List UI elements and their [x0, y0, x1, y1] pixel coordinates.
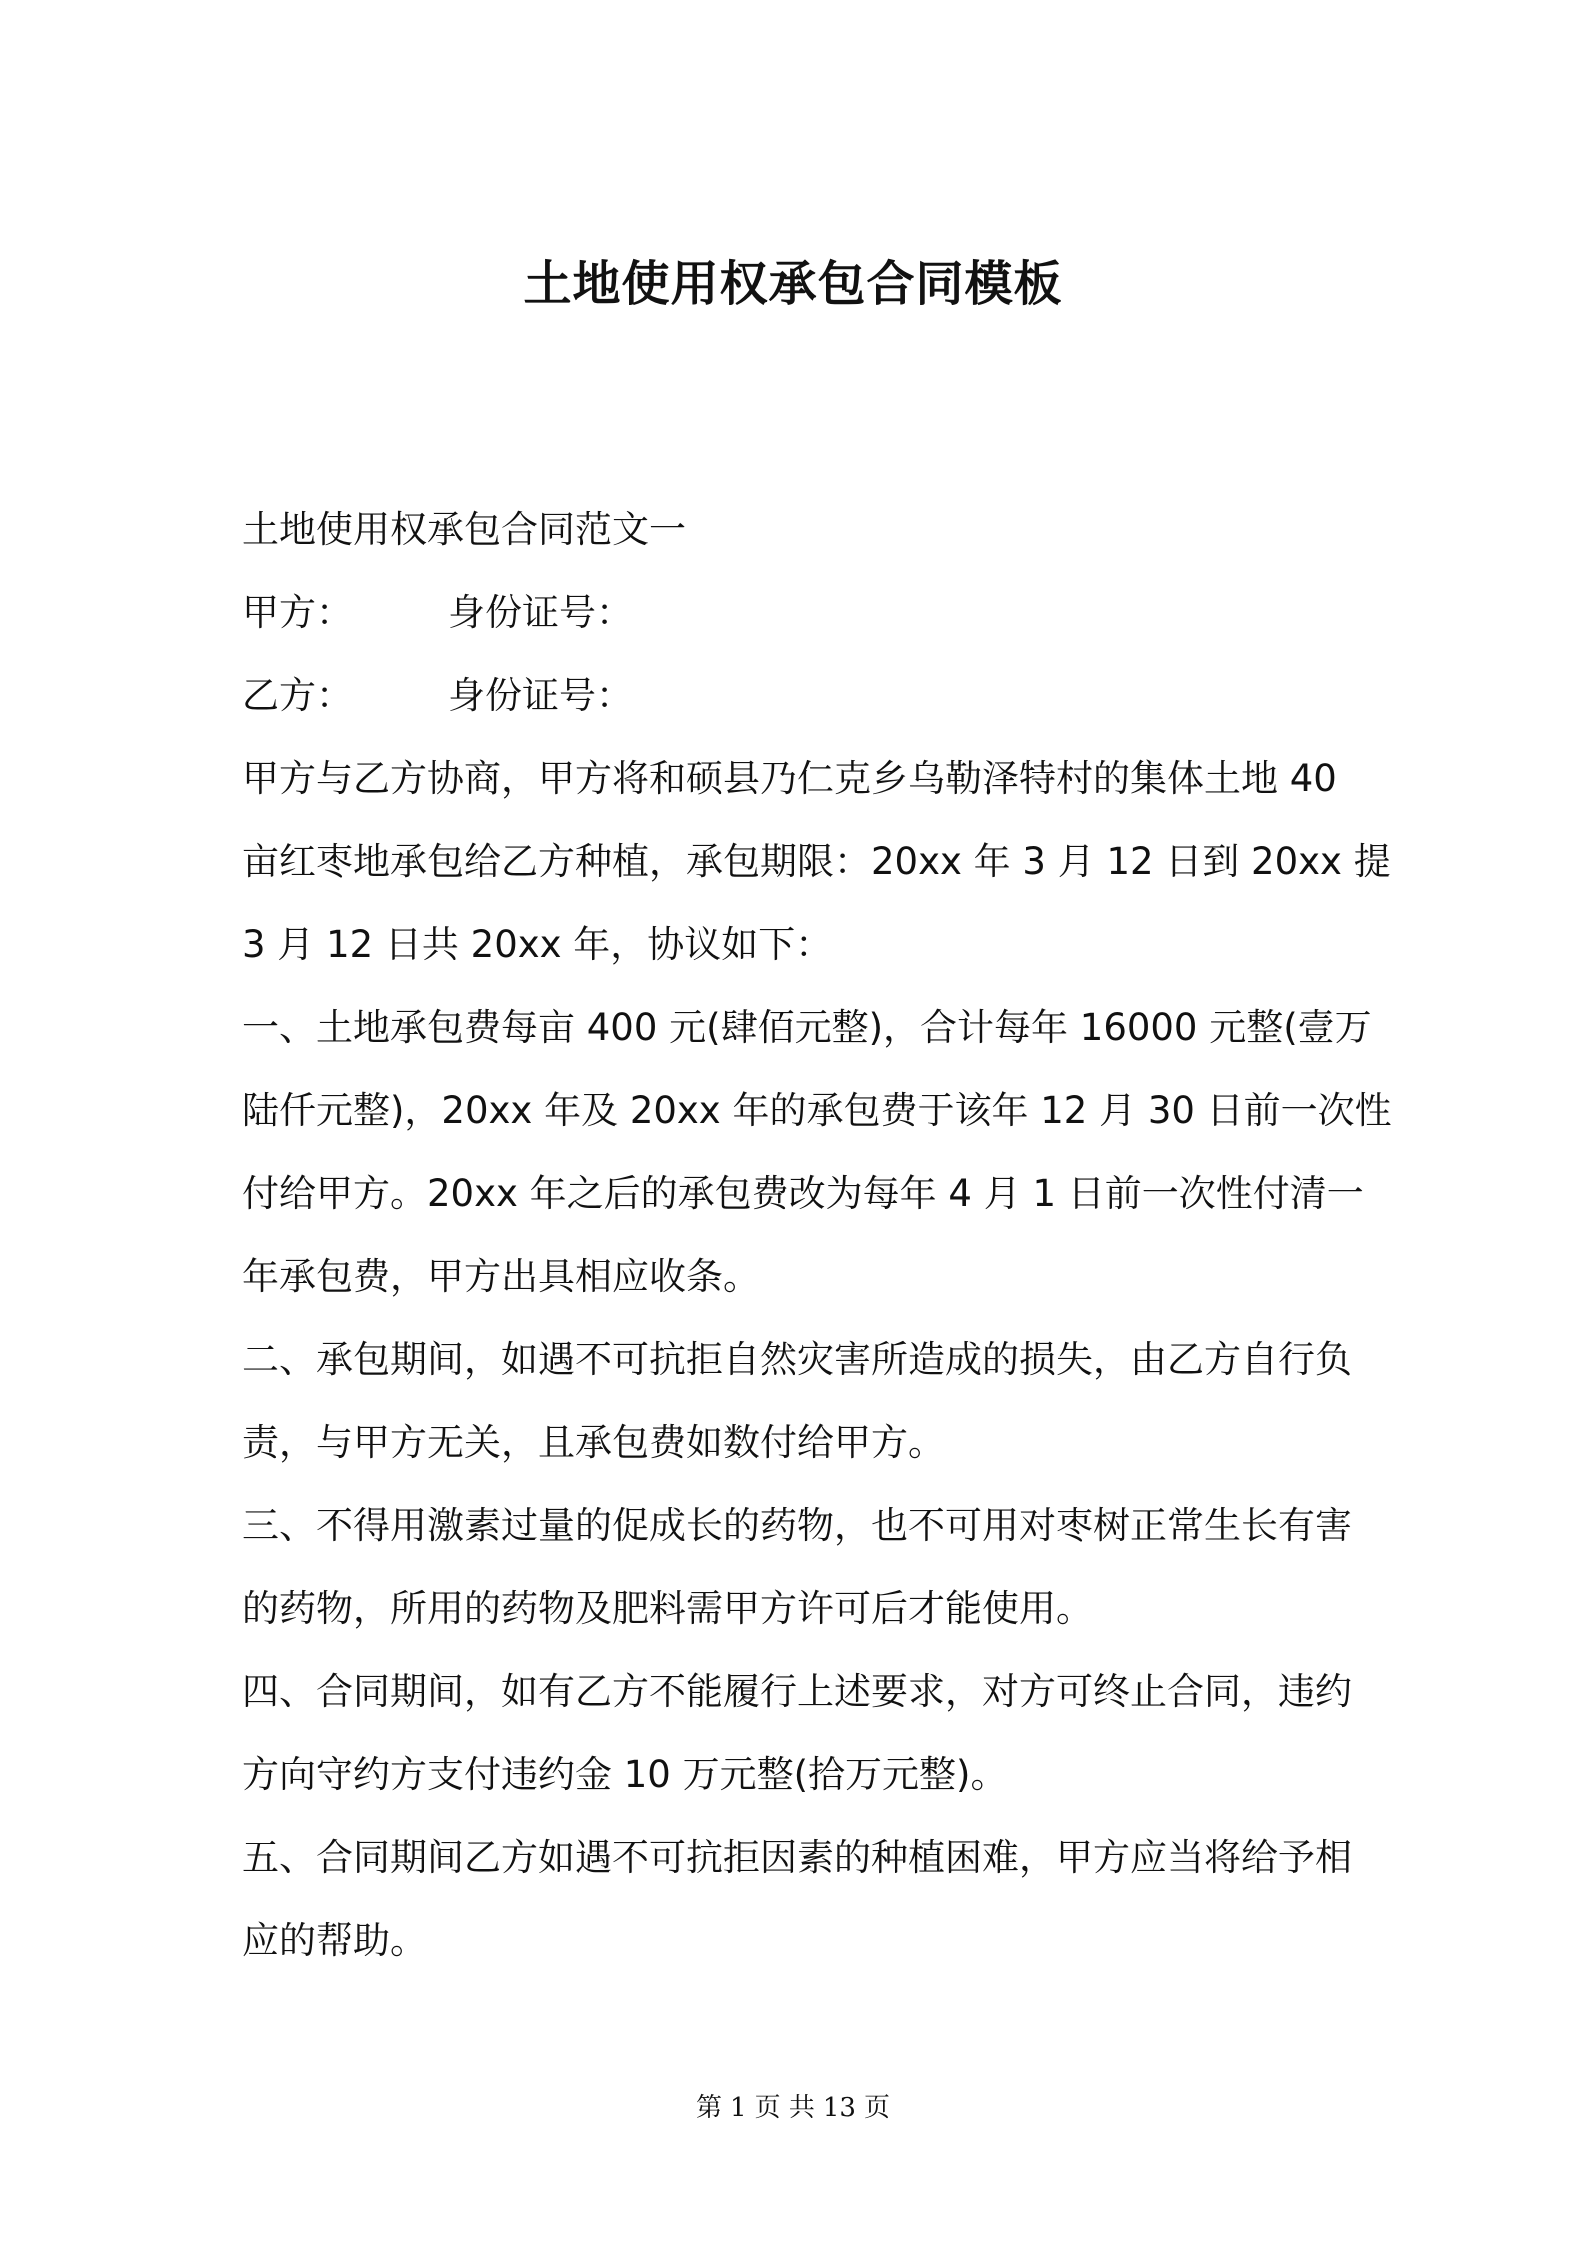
body-line: 应的帮助。 [242, 1919, 427, 1962]
page-prefix: 第 [696, 2093, 723, 2123]
body-line: 五、合同期间乙方如遇不可抗拒因素的种植困难，甲方应当将给予相 [242, 1836, 1352, 1879]
party-a-row [242, 571, 1360, 654]
body-line: 付给甲方。20xx 年之后的承包费改为每年 4 月 1 日前一次性付清一 [242, 1172, 1364, 1215]
page-total: 13 [822, 2093, 856, 2123]
party-a-label: 甲方： [242, 591, 353, 634]
page-suffix: 页 [863, 2093, 890, 2123]
party-b-row [242, 654, 1360, 737]
party-a-id-label: 身份证号： [448, 591, 633, 634]
page-mid: 页 共 [754, 2093, 815, 2123]
document-title: 土地使用权承包合同模板 [523, 256, 1063, 312]
body-line: 陆仟元整)，20xx 年及 20xx 年的承包费于该年 12 月 30 日前一次性 [242, 1089, 1392, 1132]
body-line: 三、不得用激素过量的促成长的药物，也不可用对枣树正常生长有害 [242, 1504, 1352, 1547]
body-line: 四、合同期间，如有乙方不能履行上述要求，对方可终止合同，违约 [242, 1670, 1352, 1713]
party-b-id-label: 身份证号： [448, 674, 633, 717]
page-number: 1 [730, 2093, 747, 2123]
document-body [242, 488, 1392, 1982]
body-line: 一、土地承包费每亩 400 元(肆佰元整)，合计每年 16000 元整(壹万 [242, 1006, 1372, 1049]
body-line: 二、承包期间，如遇不可抗拒自然灾害所造成的损失，由乙方自行负 [242, 1338, 1352, 1381]
party-b-label: 乙方： [242, 674, 353, 717]
body-line: 甲方与乙方协商，甲方将和硕县乃仁克乡乌勒泽特村的集体土地 40 [242, 757, 1337, 800]
body-line: 年承包费，甲方出具相应收条。 [242, 1255, 760, 1298]
body-line: 方向守约方支付违约金 10 万元整(拾万元整)。 [242, 1753, 1008, 1796]
section-heading: 土地使用权承包合同范文一 [242, 508, 686, 551]
body-line: 的药物，所用的药物及肥料需甲方许可后才能使用。 [242, 1587, 1093, 1630]
page-footer [0, 2090, 1586, 2126]
body-line: 责，与甲方无关，且承包费如数付给甲方。 [242, 1421, 945, 1464]
body-line: 亩红枣地承包给乙方种植，承包期限：20xx 年 3 月 12 日到 20xx 提 [242, 840, 1391, 883]
body-line: 3 月 12 日共 20xx 年，协议如下： [242, 923, 833, 966]
